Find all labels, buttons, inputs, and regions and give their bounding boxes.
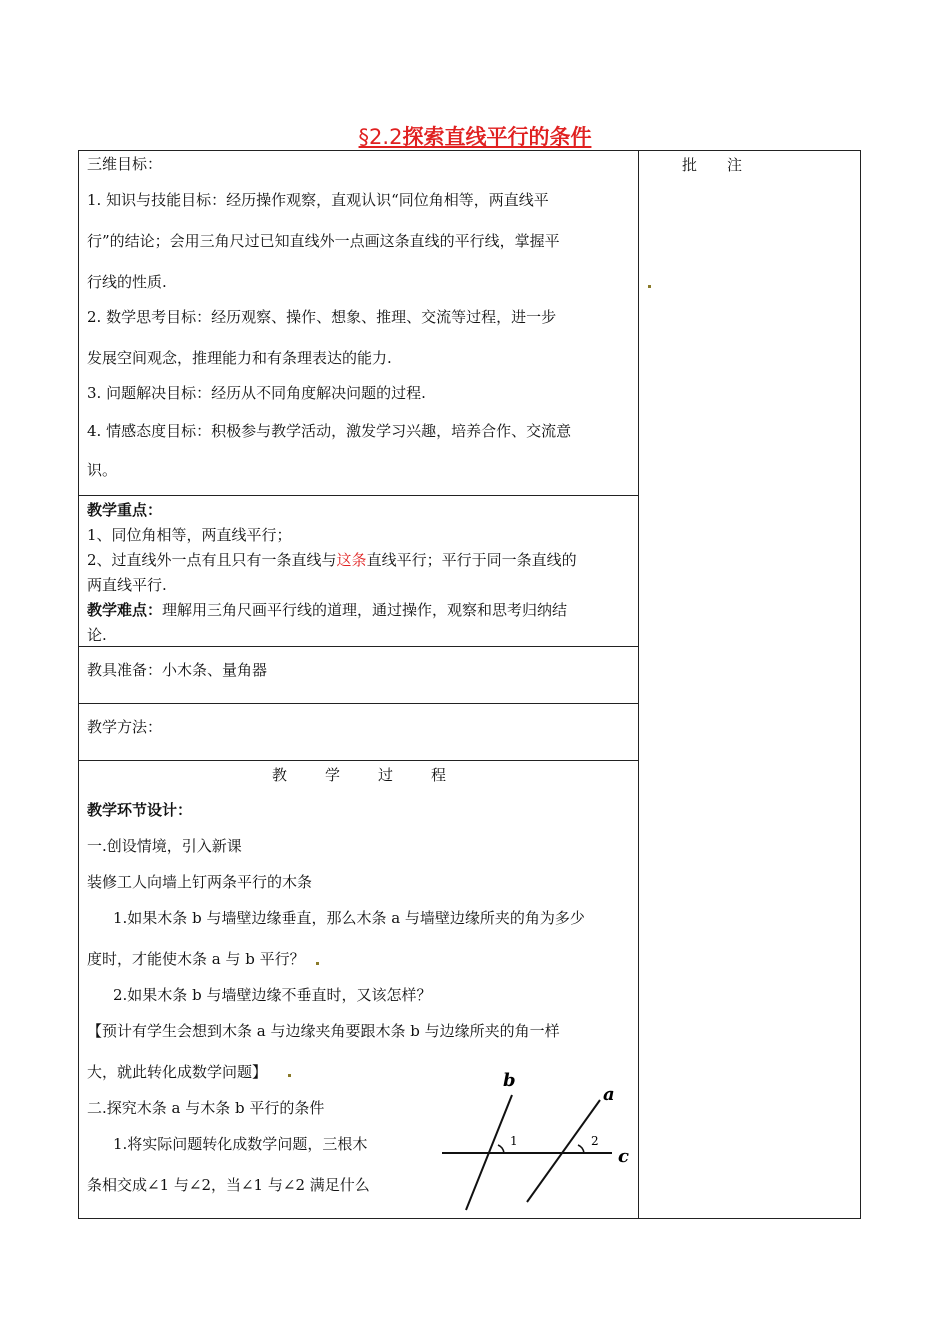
objectives-heading: 三维目标：	[87, 155, 163, 173]
objective-line: 2. 数学思考目标：经历观察、操作、想象、推理、交流等过程，进一步	[87, 308, 557, 326]
process-line: 条相交成∠1 与∠2，当∠1 与∠2 满足什么	[87, 1176, 370, 1194]
process-line: 一.创设情境，引入新课	[87, 837, 242, 855]
difficulty-label: 教学难点：	[87, 601, 163, 619]
process-line: 二.探究木条 a 与木条 b 平行的条件	[87, 1099, 325, 1117]
process-line: 装修工人向墙上钉两条平行的木条	[87, 873, 313, 891]
highlight-text: 这条	[336, 551, 367, 569]
column-divider	[638, 150, 639, 1219]
objective-line: 1. 知识与技能目标：经历操作观察，直观认识“同位角相等，两直线平	[87, 191, 549, 209]
parallel-lines-diagram	[440, 1070, 640, 1215]
tools-line: 教具准备：小木条、量角器	[87, 661, 268, 679]
label-c: c	[618, 1146, 629, 1167]
angle-2-arc	[578, 1145, 584, 1153]
design-heading: 教学环节设计：	[87, 801, 193, 819]
process-line: 1.将实际问题转化成数学问题，三根木	[113, 1135, 368, 1153]
mark-dot	[288, 1074, 291, 1077]
label-a: a	[603, 1084, 615, 1105]
objective-line: 行线的性质.	[87, 273, 167, 291]
difficulty-line: 教学难点：理解用三角尺画平行线的道理，通过操作，观察和思考归纳结	[87, 601, 568, 619]
keypoint-item: 2、过直线外一点有且只有一条直线与这条直线平行；平行于同一条直线的	[87, 551, 577, 569]
row-divider	[78, 703, 639, 704]
objective-line: 行”的结论；会用三角尺过已知直线外一点画这条直线的平行线，掌握平	[87, 232, 560, 250]
line-a	[527, 1100, 600, 1202]
row-divider	[78, 760, 639, 761]
mark-dot	[648, 285, 651, 288]
objective-line: 识。	[87, 461, 118, 479]
row-divider	[78, 495, 639, 496]
difficulty-line: 论.	[87, 626, 107, 644]
page-title	[0, 121, 950, 151]
process-line: 大，就此转化成数学问题】	[87, 1063, 268, 1081]
keypoint-item: 1、同位角相等，两直线平行；	[87, 526, 292, 544]
keypoint-item: 两直线平行.	[87, 576, 167, 594]
angle-2-label: 2	[591, 1134, 599, 1148]
keypoints-heading: 教学重点：	[87, 501, 163, 519]
process-line: 1.如果木条 b 与墙壁边缘垂直，那么木条 a 与墙壁边缘所夹的角为多少	[113, 909, 585, 927]
objective-line: 4. 情感态度目标：积极参与教学活动，激发学习兴趣，培养合作、交流意	[87, 422, 572, 440]
process-line: 度时，才能使木条 a 与 b 平行？	[87, 950, 305, 968]
title-text: 探索直线平行的条件	[402, 125, 592, 149]
notes-header: 批 注	[682, 156, 743, 174]
label-b: b	[503, 1070, 516, 1091]
section-number: §2.2	[358, 125, 403, 149]
method-line: 教学方法：	[87, 718, 163, 736]
angle-1-arc	[498, 1145, 504, 1153]
angle-1-label: 1	[510, 1134, 518, 1148]
objective-line: 3. 问题解决目标：经历从不同角度解决问题的过程.	[87, 384, 426, 402]
process-line: 【预计有学生会想到木条 a 与边缘夹角要跟木条 b 与边缘所夹的角一样	[87, 1022, 560, 1040]
objective-line: 发展空间观念，推理能力和有条理表达的能力.	[87, 349, 392, 367]
row-divider	[78, 646, 639, 647]
process-header: 教 学 过 程	[272, 766, 447, 784]
mark-dot	[316, 962, 319, 965]
process-line: 2.如果木条 b 与墙壁边缘不垂直时，又该怎样？	[113, 986, 432, 1004]
